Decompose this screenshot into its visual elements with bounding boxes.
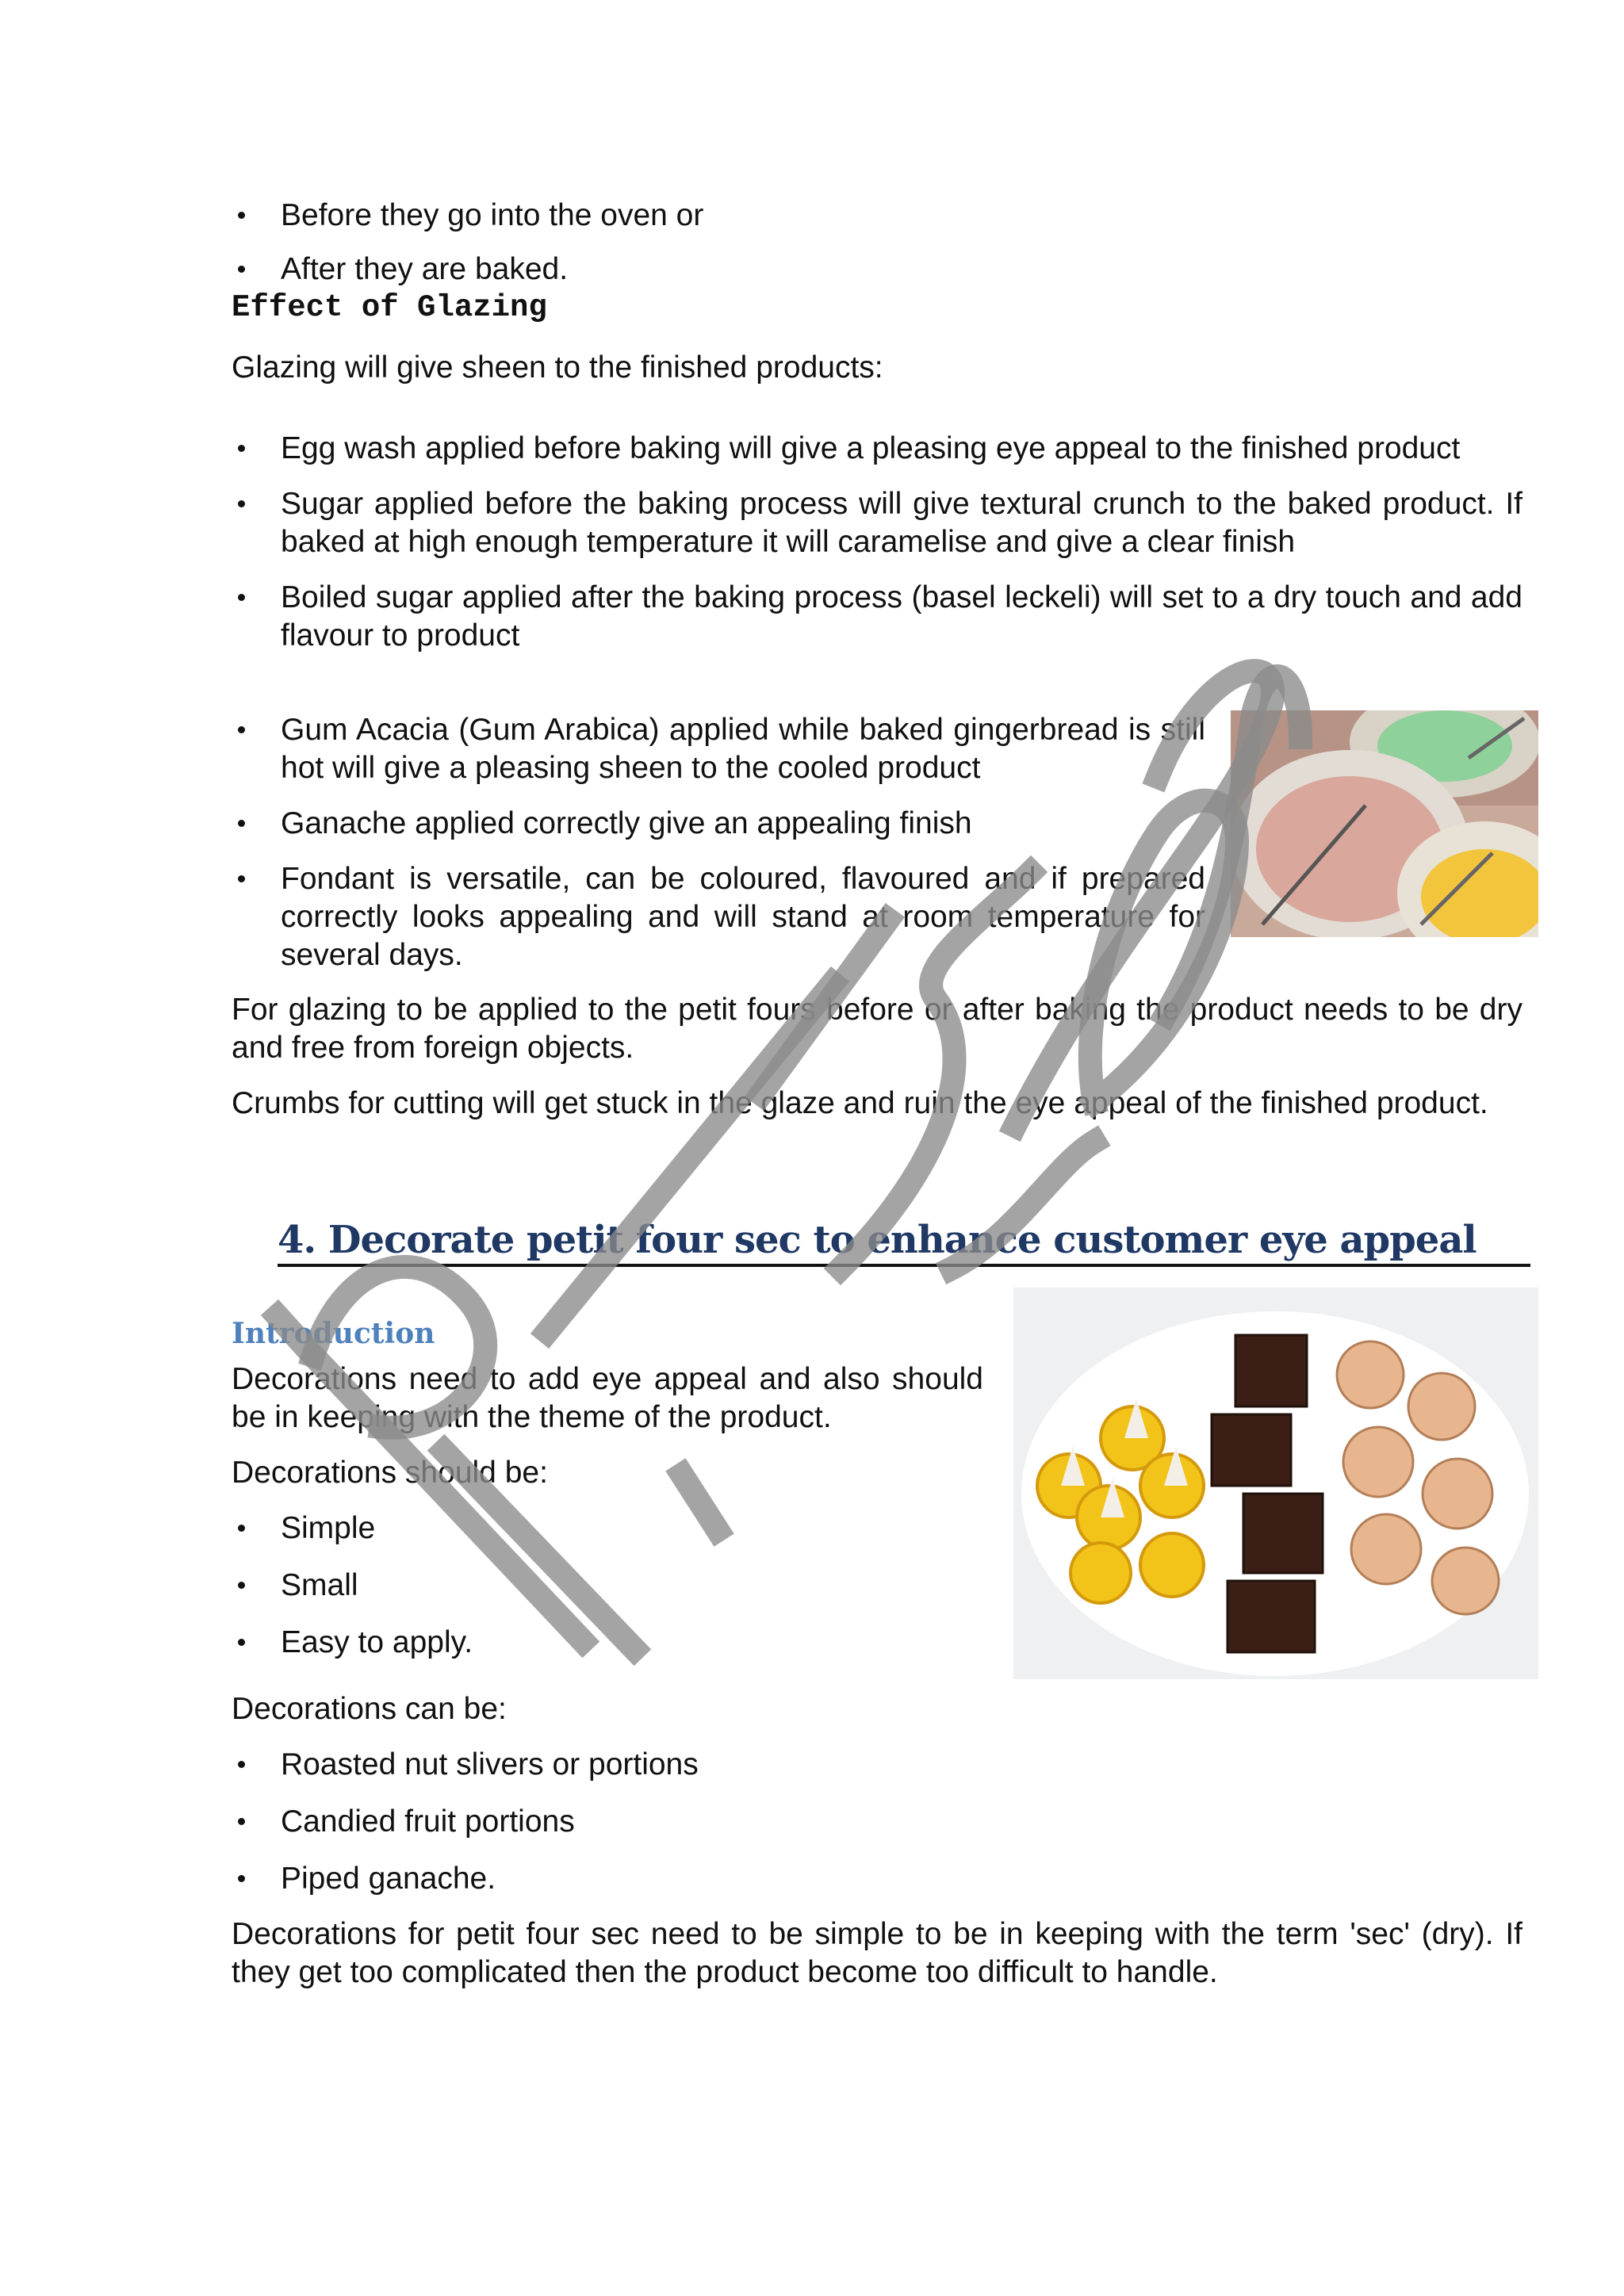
introduction-section xyxy=(232,1314,983,1679)
list-item: Roasted nut slivers or portions xyxy=(232,1746,1522,1784)
list-item: Before they go into the oven or xyxy=(232,197,1522,235)
list-item: After they are baked. xyxy=(232,251,1522,289)
top-bullet-list xyxy=(232,197,1522,289)
glazing-paragraph-1: For glazing to be applied to the petit fours before or after baking the product needs to be dry and free from foreign objects. xyxy=(232,993,1522,1065)
list-item: Small xyxy=(232,1567,983,1605)
glazing-bullet-list xyxy=(232,430,1522,655)
list-item: Gum Acacia (Gum Arabica) applied while baked gingerbread is still hot will give a pleasing sheen to the cooled product xyxy=(232,711,1205,787)
can-be-list xyxy=(232,1746,1522,1898)
top-section xyxy=(232,197,1522,404)
glazing-bowls-image xyxy=(1231,710,1538,937)
section-title: 4. Decorate petit four sec to enhance customer eye appeal xyxy=(278,1221,1530,1267)
glazing-bowls-photo xyxy=(1231,710,1538,937)
list-item: Fondant is versatile, can be coloured, flavoured and if prepared correctly looks appealing and will stand at room temperature for several days. xyxy=(232,860,1205,974)
can-be-label: Decorations can be: xyxy=(232,1692,507,1726)
list-item: Ganache applied correctly give an appealing finish xyxy=(232,805,1205,843)
list-item: Piped ganache. xyxy=(232,1860,1522,1898)
list-item: Boiled sugar applied after the baking process (basel leckeli) will set to a dry touch and add flavour to product xyxy=(232,579,1522,655)
list-item: Candied fruit portions xyxy=(232,1803,1522,1841)
glazing-paragraph-2: Crumbs for cutting will get stuck in the glaze and ruin the eye appeal of the finished product. xyxy=(232,1086,1488,1120)
glazing-paragraphs xyxy=(232,991,1522,1140)
list-item: Egg wash applied before baking will give a pleasing eye appeal to the finished product xyxy=(232,430,1522,468)
glazing-intro: Glazing will give sheen to the finished products: xyxy=(232,350,883,385)
should-be-label: Decorations should be: xyxy=(232,1456,548,1490)
petit-fours-image xyxy=(1013,1288,1538,1679)
glazing-bullets-narrow xyxy=(232,711,1205,992)
should-be-list xyxy=(232,1510,983,1662)
closing-paragraph: Decorations for petit four sec need to be simple to be in keeping with the term 'sec' (dry). If they get too complicated then the product become too difficult to handle. xyxy=(232,1917,1522,1989)
list-item: Simple xyxy=(232,1510,983,1548)
petit-fours-photo xyxy=(1013,1288,1538,1679)
introduction-paragraph: Decorations need to add eye appeal and also should be in keeping with the theme of the product. xyxy=(232,1362,983,1434)
list-item: Easy to apply. xyxy=(232,1624,983,1662)
glazing-bullet-list-2 xyxy=(232,711,1205,974)
list-item: Sugar applied before the baking process will give textural crunch to the baked product. If baked at high enough temperature it will caramelise and give a clear finish xyxy=(232,485,1522,561)
introduction-heading: Introduction xyxy=(232,1317,435,1350)
effect-of-glazing-heading: Effect of Glazing xyxy=(232,290,547,325)
glazing-bullets-full xyxy=(232,430,1522,672)
can-be-section xyxy=(232,1690,1522,2009)
